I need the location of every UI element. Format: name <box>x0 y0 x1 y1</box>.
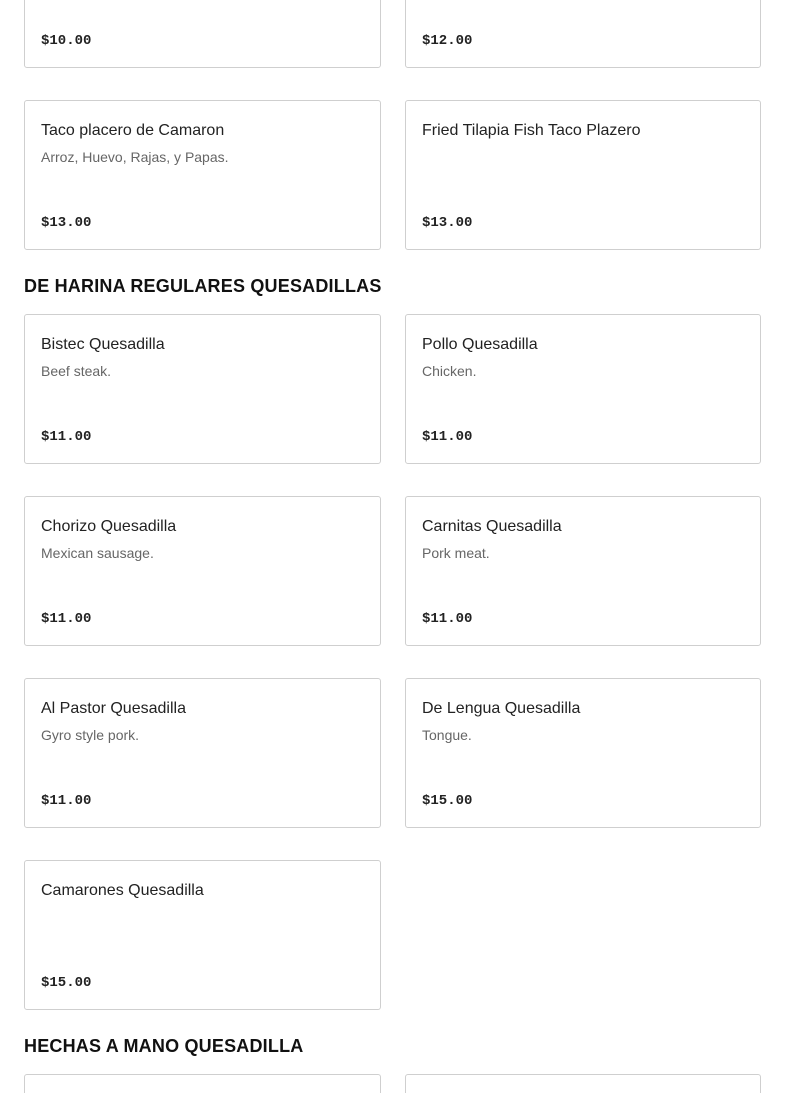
item-description: Arroz, Huevo, Rajas, y Papas. <box>41 149 229 165</box>
item-description: Pork meat. <box>422 545 490 561</box>
menu-item-card[interactable] <box>405 496 761 646</box>
item-name: Carnitas Quesadilla <box>422 518 562 535</box>
item-description: Tongue. <box>422 727 472 743</box>
item-description: Beef steak. <box>41 363 112 379</box>
menu-item-card[interactable] <box>24 0 381 68</box>
item-name: Al Pastor Quesadilla <box>41 700 186 717</box>
item-price: $13.00 <box>422 215 473 231</box>
menu-item-card[interactable] <box>24 100 381 250</box>
item-price: $11.00 <box>41 611 92 627</box>
item-price: $12.00 <box>422 33 473 49</box>
item-price: $11.00 <box>422 611 473 627</box>
item-name: Fried Tilapia Fish Taco Plazero <box>422 122 641 139</box>
item-name: Taco placero de Camaron <box>41 122 225 139</box>
item-price: $11.00 <box>422 429 473 445</box>
menu-item-card[interactable] <box>405 314 761 464</box>
item-price: $10.00 <box>41 33 92 49</box>
item-description: Chicken. <box>422 363 477 379</box>
menu-item-card[interactable] <box>24 678 381 828</box>
menu-item-card[interactable] <box>24 314 381 464</box>
item-name: Camarones Quesadilla <box>41 882 204 899</box>
item-price: $13.00 <box>41 215 92 231</box>
item-price: $11.00 <box>41 793 92 809</box>
item-name: Chorizo Quesadilla <box>41 518 177 535</box>
menu-item-card[interactable] <box>405 1074 761 1093</box>
menu-item-card[interactable] <box>405 678 761 828</box>
menu-item-card[interactable] <box>24 496 381 646</box>
item-name: De Lengua Quesadilla <box>422 700 581 717</box>
item-price: $15.00 <box>41 975 92 991</box>
menu-item-card[interactable] <box>24 860 381 1010</box>
item-name: Bistec Quesadilla <box>41 336 165 353</box>
menu-item-card[interactable] <box>24 1074 381 1093</box>
menu-item-card[interactable] <box>405 0 761 68</box>
section-title: HECHAS A MANO QUESADILLA <box>24 1036 304 1056</box>
section-title: DE HARINA REGULARES QUESADILLAS <box>24 276 382 296</box>
item-description: Mexican sausage. <box>41 545 154 561</box>
menu-item-card[interactable] <box>405 100 761 250</box>
item-price: $11.00 <box>41 429 92 445</box>
item-price: $15.00 <box>422 793 473 809</box>
item-description: Gyro style pork. <box>41 727 140 743</box>
item-name: Pollo Quesadilla <box>422 336 538 353</box>
